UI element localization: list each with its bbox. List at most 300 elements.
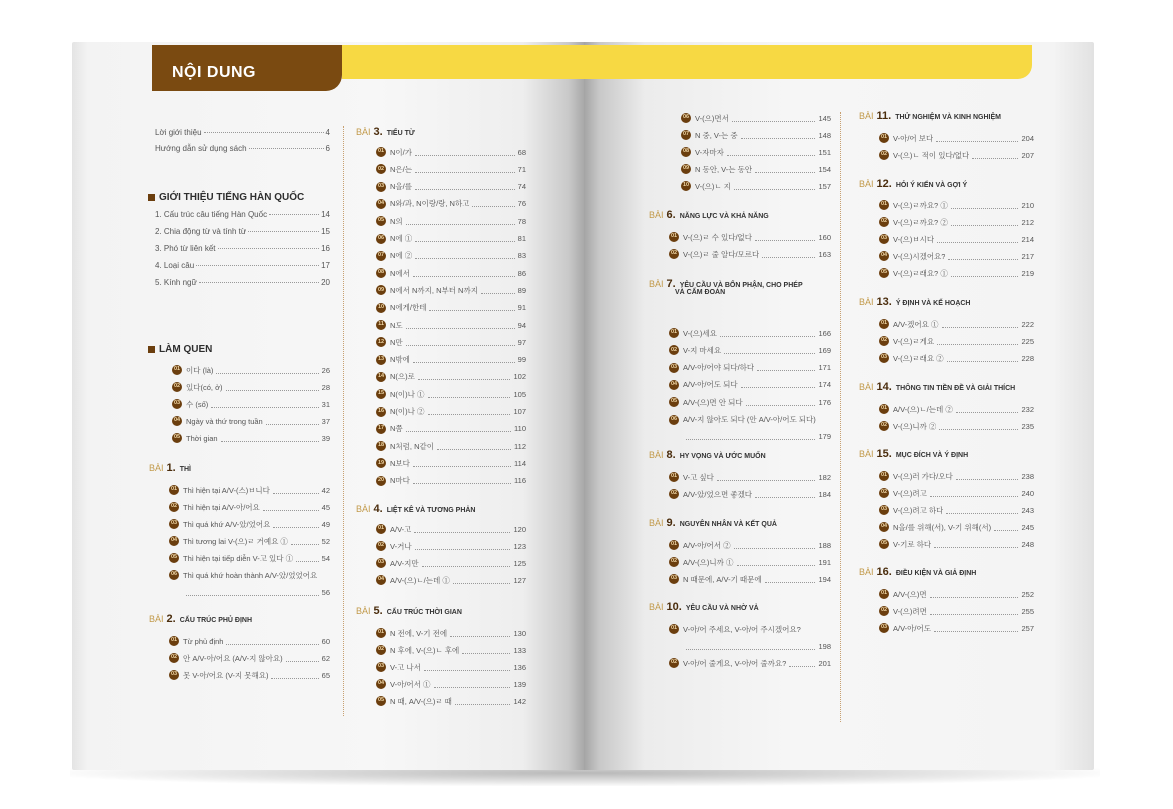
dot-leader <box>413 362 515 363</box>
toc-entry[interactable] <box>169 484 330 496</box>
toc-entry[interactable] <box>669 573 831 585</box>
entry-page: 114 <box>514 458 526 468</box>
entry-label: V-(으)ㄹ 줄 알다/모르다 <box>683 249 760 259</box>
dot-leader <box>418 379 511 380</box>
entry-label: N에게/한테 <box>390 303 427 313</box>
lesson-heading <box>356 605 462 618</box>
entry-label: 있다(có, ở) <box>186 382 223 392</box>
entry-label: V-자마자 <box>695 147 724 157</box>
number-badge: 19 <box>376 458 386 468</box>
number-badge: 12 <box>376 337 386 347</box>
number-badge: 03 <box>376 182 386 192</box>
toc-entry[interactable] <box>155 227 330 236</box>
dot-leader <box>453 583 511 584</box>
dot-leader <box>266 424 319 425</box>
number-badge: 04 <box>376 679 386 689</box>
number-badge: 02 <box>879 488 889 498</box>
toc-entry[interactable] <box>879 588 1034 600</box>
entry-page: 94 <box>517 320 526 330</box>
toc-entry[interactable] <box>172 364 330 376</box>
toc-entry[interactable] <box>169 552 330 564</box>
entry-label: Thì tương lai V-(으)ㄹ 거예요 ① <box>183 536 288 546</box>
dot-leader <box>686 439 815 440</box>
entry-page: 20 <box>321 278 330 287</box>
entry-label: V-(으)ㄹ래요 ② <box>893 353 944 363</box>
entry-page: 125 <box>513 558 526 568</box>
number-badge: 03 <box>879 234 889 244</box>
toc-entry[interactable] <box>376 557 526 569</box>
number-badge: 02 <box>169 502 179 512</box>
entry-label: V-(으)려면 <box>893 606 927 616</box>
entry-page: 26 <box>321 365 330 375</box>
toc-entry[interactable] <box>376 198 526 210</box>
entry-page: 210 <box>1021 200 1034 210</box>
dot-leader <box>429 310 514 311</box>
entry-label: N처럼, N같이 <box>390 441 434 451</box>
toc-entry[interactable] <box>376 678 526 690</box>
toc-entry[interactable] <box>169 535 330 547</box>
number-badge: 02 <box>669 658 679 668</box>
open-book <box>72 42 1094 770</box>
header-band-right <box>584 45 1032 79</box>
toc-entry[interactable] <box>669 327 831 339</box>
toc-entry[interactable] <box>169 586 330 598</box>
toc-entry[interactable] <box>376 475 526 487</box>
entry-page: 238 <box>1021 471 1034 481</box>
toc-entry[interactable] <box>879 199 1034 211</box>
toc-entry[interactable] <box>879 521 1034 533</box>
lesson-prefix: BÀI <box>859 111 874 121</box>
entry-page: 198 <box>818 641 831 651</box>
toc-entry[interactable] <box>376 146 526 158</box>
toc-entry[interactable] <box>681 112 831 124</box>
number-badge: 04 <box>669 380 679 390</box>
entry-label: 못 V-아/어요 (V-지 못해요) <box>183 670 269 680</box>
toc-entry[interactable] <box>376 284 526 296</box>
number-badge: 01 <box>879 133 889 143</box>
dot-leader <box>755 240 815 241</box>
dot-leader <box>972 158 1018 159</box>
entry-page: 16 <box>321 244 330 253</box>
number-badge: 03 <box>669 574 679 584</box>
toc-entry[interactable] <box>879 216 1034 228</box>
dot-leader <box>434 687 511 688</box>
lesson-title: YÊU CẦU VÀ BỔN PHẬN, CHO PHÉP <box>679 282 803 289</box>
entry-label: V-(으)ㄴ 적이 있다/없다 <box>893 150 970 160</box>
entry-page: 228 <box>1021 353 1034 363</box>
number-badge: 06 <box>669 415 679 425</box>
entry-label: Thời gian <box>186 433 218 443</box>
number-badge: 05 <box>169 553 179 563</box>
toc-entry[interactable] <box>376 267 526 279</box>
lesson-prefix: BÀI <box>149 614 164 624</box>
toc-entry[interactable] <box>155 244 330 253</box>
toc-entry[interactable] <box>169 518 330 530</box>
number-badge: 02 <box>376 164 386 174</box>
dot-leader <box>746 405 816 406</box>
number-badge: 02 <box>879 336 889 346</box>
entry-page: 56 <box>321 587 330 597</box>
toc-entry[interactable] <box>879 132 1034 144</box>
entry-page: 136 <box>513 662 526 672</box>
number-badge: 01 <box>169 636 179 646</box>
toc-entry[interactable] <box>669 396 831 408</box>
number-badge: 02 <box>169 653 179 663</box>
lesson-prefix: BÀI <box>859 179 874 189</box>
entry-page: 235 <box>1021 421 1034 431</box>
entry-page: 110 <box>514 424 526 434</box>
entry-label: N(이)나 ① <box>390 389 425 399</box>
entry-label: V-(으)ㄴ 지 <box>695 181 731 191</box>
toc-entry[interactable] <box>669 344 831 356</box>
toc-entry[interactable] <box>376 440 526 452</box>
number-badge: 01 <box>376 147 386 157</box>
toc-entry[interactable] <box>376 233 526 245</box>
toc-entry[interactable] <box>879 233 1034 245</box>
dot-leader <box>934 631 1018 632</box>
entry-page: 107 <box>513 407 526 416</box>
toc-entry[interactable] <box>879 504 1034 516</box>
entry-label: 4. Loại câu <box>155 261 195 270</box>
toc-entry[interactable] <box>155 210 330 219</box>
toc-entry[interactable] <box>376 406 526 418</box>
entry-label: N(으)로 <box>390 372 415 382</box>
toc-entry[interactable] <box>669 414 831 426</box>
number-badge: 07 <box>376 251 386 261</box>
entry-page: 116 <box>514 476 526 486</box>
dot-leader <box>937 242 1018 243</box>
entry-page: 151 <box>818 147 831 157</box>
entry-label: N에서 N까지, N부터 N까지 <box>390 285 478 295</box>
dot-leader <box>204 132 324 133</box>
lesson-heading <box>356 126 415 139</box>
toc-entry[interactable] <box>172 381 330 393</box>
number-badge: 01 <box>669 540 679 550</box>
number-badge: 08 <box>681 147 691 157</box>
toc-entry[interactable] <box>376 181 526 193</box>
dot-leader <box>762 257 815 258</box>
entry-label: Hướng dẫn sử dụng sách <box>155 144 247 153</box>
toc-entry[interactable] <box>681 146 831 158</box>
entry-label: V-거나 <box>390 541 412 551</box>
toc-entry[interactable] <box>879 335 1034 347</box>
toc-entry[interactable] <box>879 605 1034 617</box>
lesson-title: Ý ĐỊNH VÀ KẾ HOẠCH <box>895 300 971 307</box>
entry-label: 1. Cấu trúc câu tiếng Hàn Quốc <box>155 210 268 219</box>
entry-label: 수 (số) <box>186 399 209 409</box>
entry-label: Thì hiện tại tiếp diễn V-고 있다 ① <box>183 553 294 563</box>
entry-label: A/V-았/었으면 좋겠다 <box>683 489 753 499</box>
toc-entry[interactable] <box>669 657 831 669</box>
number-badge: 02 <box>669 345 679 355</box>
toc-entry[interactable] <box>669 231 831 243</box>
entry-page: 65 <box>321 670 330 680</box>
toc-entry[interactable] <box>669 623 831 635</box>
toc-entry[interactable] <box>169 652 330 664</box>
toc-entry[interactable] <box>376 457 526 469</box>
dot-leader <box>765 582 816 583</box>
lesson-title: THÌ <box>179 466 191 473</box>
number-badge: 03 <box>376 558 386 568</box>
entry-label: V-(으)러 가다/오다 <box>893 471 953 481</box>
toc-entry[interactable] <box>169 669 330 681</box>
lesson-prefix: BÀI <box>649 602 664 612</box>
dot-leader <box>481 293 515 294</box>
entry-page: 97 <box>517 337 526 347</box>
toc-entry[interactable] <box>376 661 526 673</box>
entry-page: 37 <box>321 416 330 426</box>
dot-leader <box>216 373 318 374</box>
lesson-heading <box>649 449 766 462</box>
toc-entry[interactable] <box>172 398 330 410</box>
entry-label: A/V-고 <box>390 524 412 534</box>
toc-entry[interactable] <box>376 574 526 586</box>
toc-entry[interactable] <box>155 278 330 287</box>
toc-entry[interactable] <box>376 336 526 348</box>
lesson-title: LIỆT KÊ VÀ TƯƠNG PHẢN <box>386 507 476 514</box>
toc-entry[interactable] <box>669 488 831 500</box>
entry-label: V-아/어 주세요, V-아/어 주시겠어요? <box>683 624 801 634</box>
number-badge: 04 <box>879 522 889 532</box>
entry-label: V-(으)ㄹ까요? ② <box>893 217 948 227</box>
dot-leader <box>413 483 511 484</box>
entry-label: N도 <box>390 320 403 330</box>
lesson-heading <box>859 178 967 191</box>
dot-leader <box>196 265 319 266</box>
number-badge: 02 <box>879 150 889 160</box>
dot-leader <box>951 225 1019 226</box>
entry-label: V-(으)시겠어요? <box>893 251 946 261</box>
dot-leader <box>720 336 816 337</box>
dot-leader <box>269 214 319 215</box>
toc-entry[interactable] <box>681 180 831 192</box>
entry-label: V-(으)ㅂ시다 <box>893 234 935 244</box>
dot-leader <box>263 510 319 511</box>
dot-leader <box>437 449 511 450</box>
dot-leader <box>413 276 515 277</box>
toc-entry[interactable] <box>376 319 526 331</box>
number-badge: 05 <box>879 539 889 549</box>
entry-label: V-(으)ㄹ게요 <box>893 336 935 346</box>
dot-leader <box>186 595 319 596</box>
dot-leader <box>415 549 511 550</box>
dot-leader <box>221 441 319 442</box>
toc-entry[interactable] <box>879 403 1034 415</box>
toc-entry[interactable] <box>879 538 1034 550</box>
lesson-heading <box>859 381 1015 394</box>
toc-entry[interactable] <box>879 420 1034 432</box>
entry-page: 176 <box>818 397 831 407</box>
dot-leader <box>946 513 1018 514</box>
dot-leader <box>406 224 515 225</box>
toc-entry[interactable] <box>376 423 526 435</box>
dot-leader <box>956 479 1019 480</box>
dot-leader <box>737 565 816 566</box>
lesson-number: 7. <box>666 278 676 290</box>
toc-entry[interactable] <box>879 149 1034 161</box>
toc-entry[interactable] <box>879 487 1034 499</box>
lesson-title: CẤU TRÚC THỜI GIAN <box>386 609 462 616</box>
entry-page: 14 <box>321 210 330 219</box>
toc-entry[interactable] <box>376 250 526 262</box>
lesson-heading <box>649 278 803 291</box>
dot-leader <box>428 397 511 398</box>
dot-leader <box>415 155 515 156</box>
toc-entry[interactable] <box>376 371 526 383</box>
number-badge: 02 <box>879 606 889 616</box>
header-band-left <box>342 45 584 79</box>
entry-page: 15 <box>321 227 330 236</box>
right-page <box>584 42 1094 770</box>
toc-entry[interactable] <box>879 267 1034 279</box>
toc-entry[interactable] <box>669 362 831 374</box>
lesson-heading <box>859 110 1001 123</box>
toc-entry[interactable] <box>172 415 330 427</box>
toc-entry[interactable] <box>879 622 1034 634</box>
lesson-number: 4. <box>373 503 383 515</box>
entry-label: V-아/어 보다 <box>893 133 934 143</box>
toc-entry[interactable] <box>155 261 330 270</box>
toc-entry[interactable] <box>669 431 831 443</box>
entry-page: 123 <box>513 541 526 551</box>
entry-page: 89 <box>517 285 526 295</box>
entry-page: 188 <box>818 540 831 550</box>
entry-page: 201 <box>818 658 831 668</box>
toc-entry[interactable] <box>169 569 330 581</box>
toc-entry[interactable] <box>376 540 526 552</box>
toc-entry[interactable] <box>376 302 526 314</box>
dot-leader <box>462 653 510 654</box>
toc-entry[interactable] <box>376 354 526 366</box>
entry-page: 169 <box>818 345 831 355</box>
number-badge: 02 <box>669 249 679 259</box>
toc-entry[interactable] <box>376 523 526 535</box>
number-badge: 11 <box>376 320 386 330</box>
entry-page: 157 <box>818 181 831 191</box>
entry-label: N에 ① <box>390 234 413 243</box>
entry-label: V-(으)면서 <box>695 113 729 123</box>
dot-leader <box>199 282 319 283</box>
number-badge: 01 <box>669 328 679 338</box>
toc-entry[interactable] <box>681 163 831 175</box>
toc-entry[interactable] <box>376 695 526 707</box>
dot-leader <box>789 666 815 667</box>
entry-label: V-기로 하다 <box>893 539 932 549</box>
dot-leader <box>273 493 319 494</box>
dot-leader <box>455 704 511 705</box>
entry-page: 232 <box>1021 404 1034 414</box>
entry-page: 255 <box>1021 606 1034 616</box>
number-badge: 03 <box>169 519 179 529</box>
toc-entry[interactable] <box>172 432 330 444</box>
toc-entry[interactable] <box>669 471 831 483</box>
section-heading-text: GIỚI THIỆU TIẾNG HÀN QUỐC <box>159 192 305 203</box>
number-badge: 20 <box>376 476 386 486</box>
toc-entry[interactable] <box>376 388 526 400</box>
entry-page: 62 <box>321 653 330 663</box>
toc-entry[interactable] <box>681 129 831 141</box>
entry-page: 179 <box>818 432 831 442</box>
toc-entry[interactable] <box>376 627 526 639</box>
toc-entry[interactable] <box>879 318 1034 330</box>
toc-entry[interactable] <box>669 248 831 260</box>
entry-page: 219 <box>1021 268 1034 278</box>
toc-entry[interactable] <box>376 215 526 227</box>
dot-leader <box>937 344 1018 345</box>
number-badge: 08 <box>376 268 386 278</box>
toc-entry[interactable] <box>669 539 831 551</box>
number-badge: 13 <box>376 355 386 365</box>
entry-label: A/V-(으)면 <box>893 589 927 599</box>
lesson-number: 6. <box>666 209 676 221</box>
entry-label: N(이)나 ② <box>390 407 425 416</box>
entry-page: 120 <box>513 524 526 534</box>
dot-leader <box>734 189 816 190</box>
entry-label: N 때, A/V-(으)ㄹ 때 <box>390 696 452 706</box>
entry-page: 204 <box>1021 133 1034 143</box>
entry-page: 60 <box>321 636 330 646</box>
dot-leader <box>947 361 1019 362</box>
entry-page: 49 <box>321 519 330 529</box>
number-badge: 01 <box>169 485 179 495</box>
number-badge: 01 <box>669 232 679 242</box>
dot-leader <box>948 259 1018 260</box>
toc-entry[interactable] <box>669 640 831 652</box>
entry-label: V-지 마세요 <box>683 345 722 355</box>
number-badge: 05 <box>172 433 182 443</box>
entry-page: 243 <box>1021 505 1034 515</box>
toc-entry[interactable] <box>376 644 526 656</box>
number-badge: 05 <box>669 397 679 407</box>
lesson-number: 10. <box>666 601 682 613</box>
toc-entry[interactable] <box>669 556 831 568</box>
dot-leader <box>291 544 319 545</box>
lesson-prefix: BÀI <box>859 297 874 307</box>
entry-page: 240 <box>1021 488 1034 498</box>
lesson-title: TIỂU TỪ <box>386 130 415 137</box>
dot-leader <box>424 670 511 671</box>
toc-entry[interactable] <box>879 250 1034 262</box>
entry-label: A/V-아/어서 ② <box>683 540 731 550</box>
lesson-title: THÔNG TIN TIỀN ĐỀ VÀ GIẢI THÍCH <box>895 385 1016 392</box>
toc-entry[interactable] <box>669 379 831 391</box>
toc-entry[interactable] <box>169 635 330 647</box>
toc-entry[interactable] <box>879 352 1034 364</box>
entry-page: 74 <box>517 182 526 192</box>
toc-entry[interactable] <box>155 128 330 137</box>
toc-entry[interactable] <box>879 470 1034 482</box>
toc-entry[interactable] <box>155 144 330 153</box>
entry-page: 163 <box>818 249 831 259</box>
toc-entry[interactable] <box>169 501 330 513</box>
number-badge: 10 <box>376 303 386 313</box>
entry-page: 45 <box>321 502 330 512</box>
dot-leader <box>406 345 515 346</box>
dot-leader <box>936 141 1018 142</box>
number-badge: 06 <box>169 570 179 580</box>
dot-leader <box>741 387 816 388</box>
toc-entry[interactable] <box>376 163 526 175</box>
number-badge: 03 <box>669 363 679 373</box>
number-badge: 10 <box>681 181 691 191</box>
lesson-prefix: BÀI <box>859 567 874 577</box>
number-badge: 01 <box>879 319 889 329</box>
dot-leader <box>406 431 511 432</box>
number-badge: 02 <box>376 541 386 551</box>
lesson-prefix: BÀI <box>859 382 874 392</box>
section-heading-text: LÀM QUEN <box>159 344 213 355</box>
lesson-number: 16. <box>876 566 892 578</box>
